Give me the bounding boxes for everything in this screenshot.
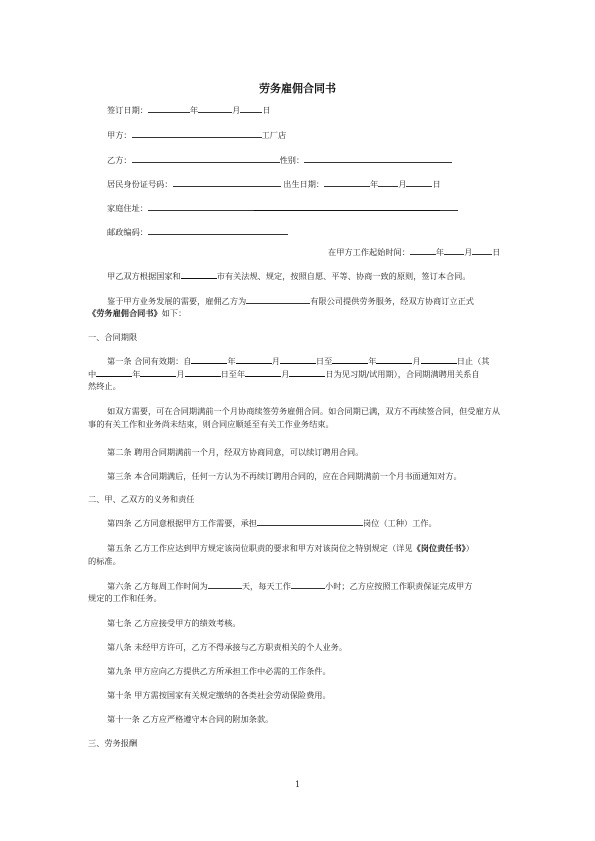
art1-trial-day-blank[interactable] [185, 368, 221, 377]
section-2-heading: 二、甲、乙双方的义务和责任 [88, 494, 195, 504]
article-9: 第九条 甲方应向乙方提供乙方所承担工作中必需的工作条件。 [107, 666, 331, 676]
address-blank-2[interactable] [254, 202, 440, 211]
intro-paragraph-2-cont: 《劳务雇佣合同书》如下： [88, 308, 187, 318]
article-1-line-2: 中 年 月 日至年 月 日为见习期/试用期），合同期满聘用关系自 [88, 369, 480, 379]
art1-to-day-blank[interactable] [421, 355, 457, 364]
art1-from-day-blank[interactable] [280, 355, 316, 364]
sign-month-blank[interactable] [198, 104, 232, 113]
article-1-line-1: 第一条 合同有效期：自 年 月 日至 年 月 日止（其 [107, 356, 490, 366]
article-7: 第七条 乙方应接受甲方的绩效考核。 [107, 618, 241, 628]
party-a-blank[interactable] [132, 129, 262, 138]
party-b-gender-blank[interactable] [304, 154, 452, 163]
city-blank[interactable] [181, 270, 217, 279]
sign-date-line: 签订日期： 年 月 日 [107, 105, 271, 115]
art1-trial-month-blank[interactable] [140, 368, 176, 377]
hours-per-day-blank[interactable] [291, 580, 325, 589]
intro-paragraph-2: 鉴于甲方业务发展的需要，雇佣乙方为 有限公司提供劳务服务，经双方协商订立正式 [107, 296, 474, 306]
article-1-renewal-paragraph: 如双方需要，可在合同期满前一个月协商续签劳务雇佣合同。如合同期已满，双方不再续签合同，但受雇方从事的有关工作和业务尚未结束，则合同应顺延至有关工作业务结束。 [88, 406, 501, 429]
birth-month-blank[interactable] [378, 178, 398, 187]
postcode-line: 邮政编码： [107, 226, 288, 238]
address-line: 家庭住址： [107, 202, 458, 214]
start-year-blank[interactable] [410, 246, 436, 255]
birth-year-blank[interactable] [324, 178, 370, 187]
start-work-line: 在甲方工作起始时间： 年 月 日 [328, 247, 501, 257]
id-card-blank[interactable] [173, 178, 281, 187]
birth-day-blank[interactable] [406, 178, 432, 187]
party-b-name-blank[interactable] [132, 154, 280, 163]
start-month-blank[interactable] [444, 246, 464, 255]
days-per-week-blank[interactable] [208, 580, 242, 589]
art1-trial-end-day-blank[interactable] [289, 368, 325, 377]
art1-from-month-blank[interactable] [236, 355, 272, 364]
article-1-line-3: 然终止。 [88, 381, 121, 391]
section-1-heading: 一、合同期限 [88, 332, 138, 342]
id-card-line: 居民身份证号码： 出生日期： 年 月 日 [107, 179, 441, 189]
article-5-line-1: 第五条 乙方工作应达到甲方规定该岗位职责的要求和甲方对该岗位之特别规定（详见《岗位责任书》） [107, 543, 474, 553]
sign-day-blank[interactable] [240, 104, 262, 113]
article-3: 第三条 本合同期满后，任何一方认为不再续订聘用合同的，应在合同期满前一个月书面通知对方。 [107, 471, 462, 481]
article-4: 第四条 乙方同意根据甲方工作需要，承担 岗位（工种）工作。 [107, 518, 437, 528]
intro-paragraph-1: 甲乙双方根据国家和 市有关法规、规定，按照自愿、平等、协商一致的原则，签订本合同。 [107, 271, 471, 281]
company-blank[interactable] [246, 295, 310, 304]
sign-year-blank[interactable] [148, 104, 190, 113]
article-10: 第十条 甲方需按国家有关规定缴纳的各类社会劳动保险费用。 [107, 690, 331, 700]
section-3-heading: 三、劳务报酬 [88, 738, 138, 748]
start-day-blank[interactable] [472, 246, 492, 255]
article-8: 第八条 未经甲方许可，乙方不得承接与乙方职责相关的个人业务。 [107, 642, 348, 652]
art1-to-month-blank[interactable] [376, 355, 412, 364]
address-blank-3[interactable] [440, 202, 458, 211]
page-title: 劳务雇佣合同书 [259, 82, 336, 95]
art1-trial-year-blank[interactable] [96, 368, 132, 377]
article-11: 第十一条 乙方应严格遵守本合同的附加条款。 [107, 714, 274, 724]
party-a-line: 甲方： 工厂店 [107, 130, 287, 140]
art1-to-year-blank[interactable] [332, 355, 368, 364]
party-b-line: 乙方： 性别： [107, 154, 452, 166]
article-6-line-1: 第六条 乙方每周工作时间为 天，每天工作 小时；乙方应按照工作职责保证完成甲方 [107, 581, 473, 591]
art1-trial-end-month-blank[interactable] [245, 368, 281, 377]
article-5-line-2: 的标准。 [88, 556, 121, 566]
postcode-blank[interactable] [148, 226, 288, 235]
article-2: 第二条 聘用合同期满前一个月，经双方协商同意，可以续订聘用合同。 [107, 447, 364, 457]
article-6-line-2: 规定的工作和任务。 [88, 593, 162, 603]
address-blank-1[interactable] [148, 202, 254, 211]
page-number: 1 [294, 780, 301, 789]
position-blank[interactable] [257, 517, 363, 526]
art1-from-year-blank[interactable] [191, 355, 227, 364]
